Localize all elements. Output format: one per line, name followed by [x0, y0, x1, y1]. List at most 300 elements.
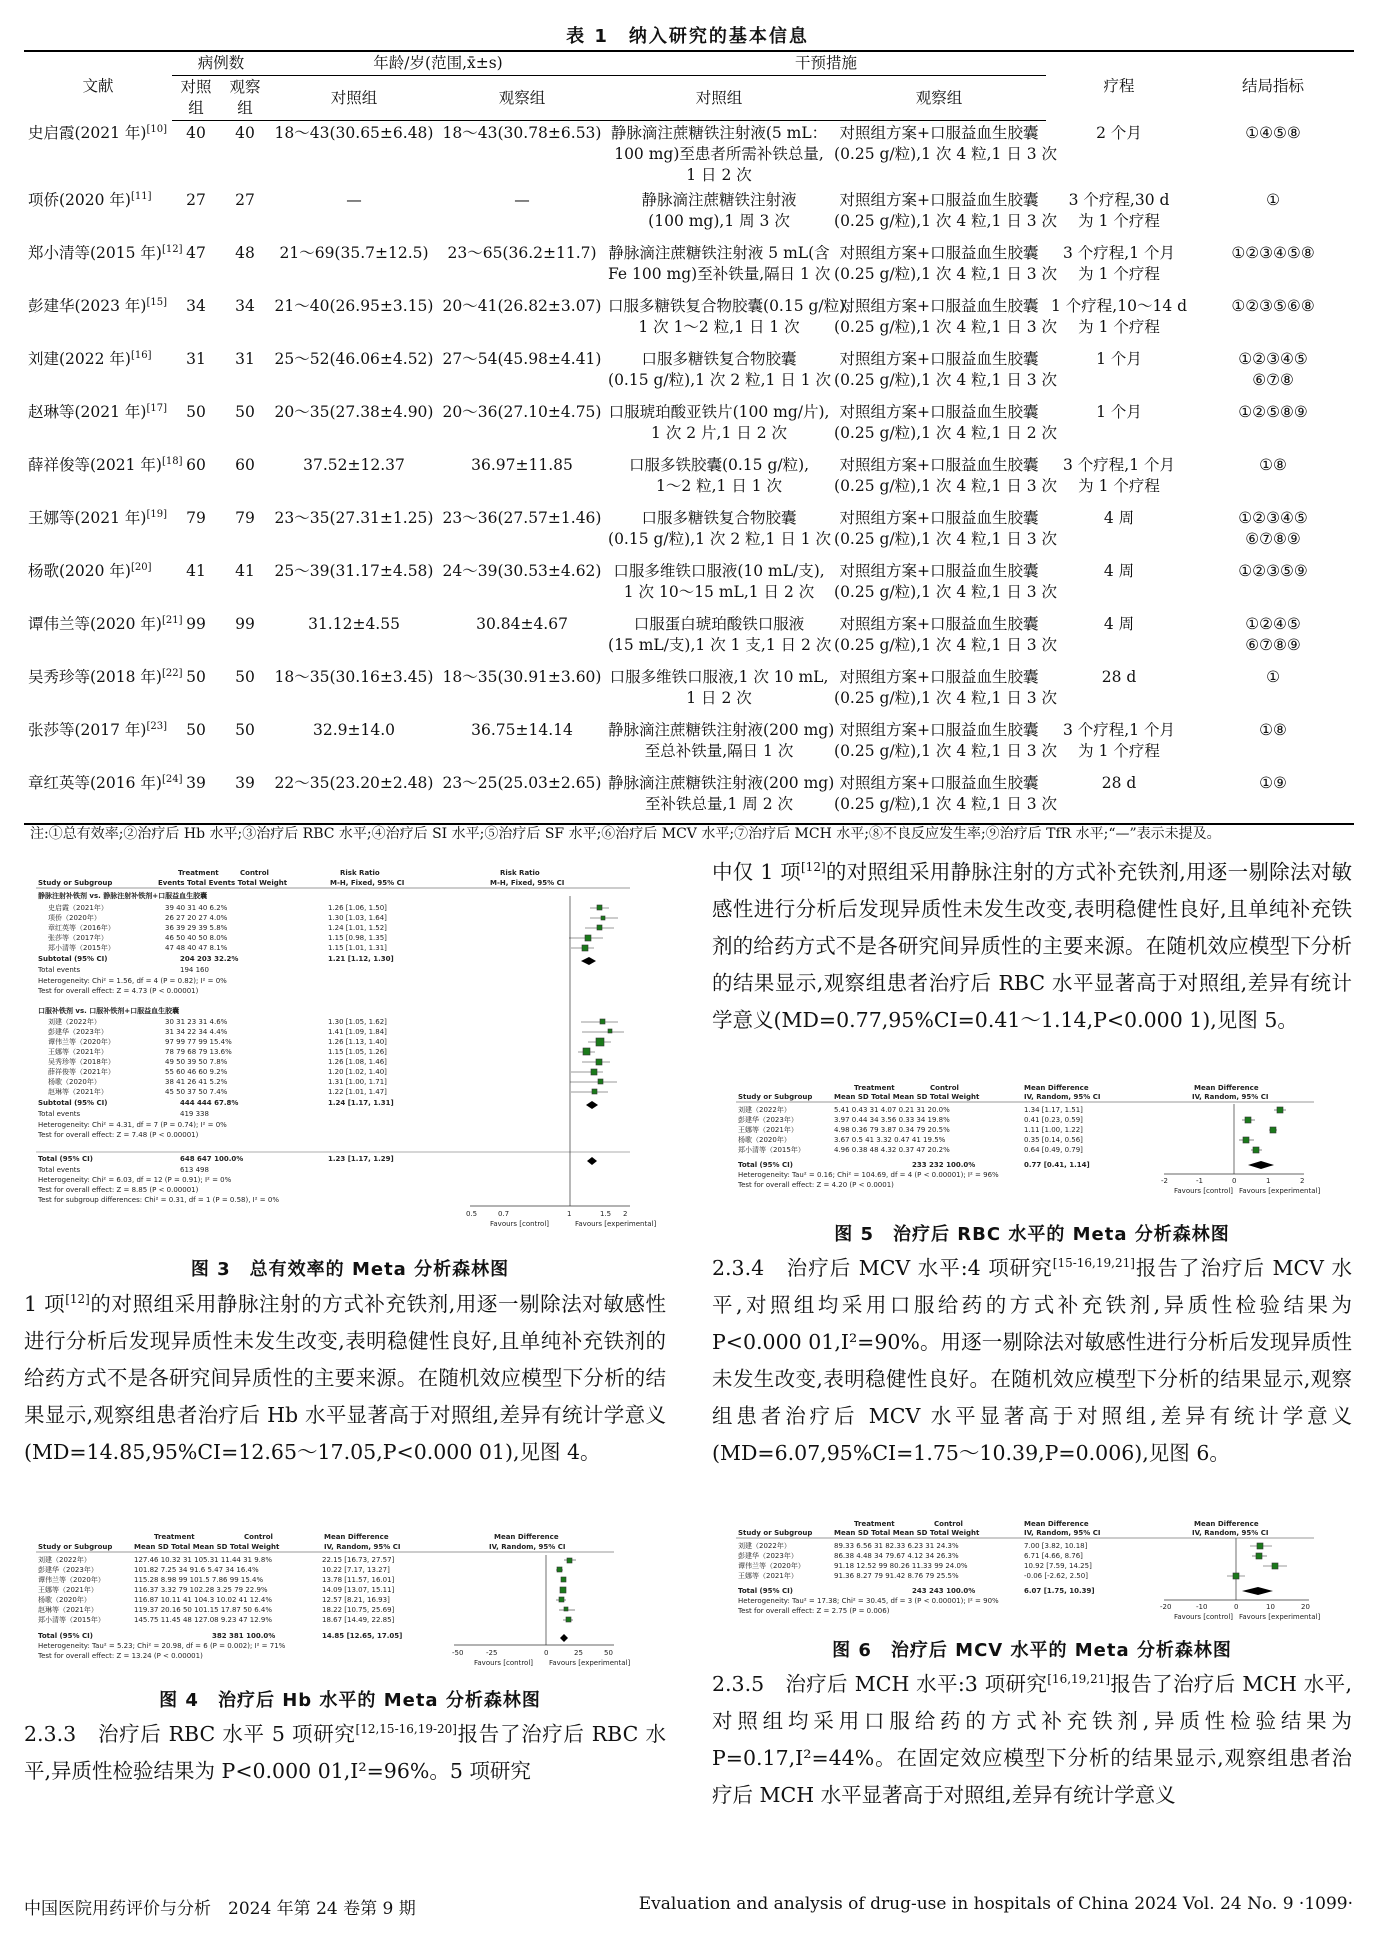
svg-text:刘建（2022年）: 刘建（2022年） — [738, 1106, 791, 1114]
svg-text:Mean Difference: Mean Difference — [494, 1533, 559, 1541]
outcome-cell: ①⑨ — [1192, 771, 1354, 824]
svg-text:Total (95% CI): Total (95% CI) — [38, 1155, 93, 1163]
obs-intervention-cell: 对照组方案+口服益血生胶囊 (0.25 g/粒),1 次 4 粒,1 日 3 次 — [834, 668, 1058, 707]
outcome-cell: ①②③④⑤⑧ — [1231, 244, 1315, 262]
svg-text:20: 20 — [1301, 1603, 1310, 1611]
study-cell: 彭建华(2023 年)[15] — [28, 296, 167, 315]
obs-n-cell: 27 — [235, 191, 255, 209]
svg-text:4.98 0.36 79 3.87 0.34: 4.98 0.36 79 3.87 0.34 79 20.5% — [834, 1126, 950, 1134]
course-cell: 28 d — [1101, 668, 1137, 686]
obs-age-cell: 18～43(30.78±6.53) — [442, 124, 602, 142]
svg-text:王娜等（2021年）: 王娜等（2021年） — [38, 1586, 98, 1594]
outcome-cell: ①⑧ — [1259, 456, 1287, 474]
svg-text:-2: -2 — [1161, 1177, 1168, 1185]
right-paragraph-3: 2.3.5 治疗后 MCH 水平:3 项研究[16,19,21]报告了治疗后 MCH 水平,对照组均采用口服给药的方式补充铁剂,异质性检验结果为 P=0.17,I²=44%。在固定效应模型下分析的结果显示,观察组患者治疗后 MCH 水平显著高于对照组,差异有统计学意义 — [712, 1672, 1352, 1807]
svg-text:IV, Random, 95% CI: IV, Random, 95% CI — [1192, 1093, 1269, 1101]
svg-text:刘建（2022年）: 刘建（2022年） — [48, 1018, 101, 1026]
svg-text:30 31 23 31 4.6%: 30 31 23 31 4.6% — [165, 1018, 228, 1026]
table-row — [24, 241, 1354, 294]
svg-text:Risk Ratio: Risk Ratio — [500, 869, 540, 877]
course-cell: 4 周 — [1103, 509, 1135, 527]
svg-text:12.57 [8.21, 16.93]: 12.57 [8.21, 16.93] — [322, 1596, 390, 1604]
table-row — [24, 506, 1354, 559]
outcome-cell: ① — [1266, 668, 1280, 686]
svg-text:Control: Control — [930, 1084, 959, 1092]
obs-intervention-cell: 对照组方案+口服益血生胶囊 (0.25 g/粒),1 次 4 粒,1 日 3 次 — [834, 509, 1058, 548]
outcome-cell: ①④⑤⑧ — [1245, 123, 1301, 142]
svg-text:Study or Subgroup: Study or Subgroup — [738, 1093, 813, 1101]
svg-text:50: 50 — [604, 1649, 613, 1657]
svg-text:-1: -1 — [1196, 1177, 1203, 1185]
svg-text:杨歌（2020年）: 杨歌（2020年） — [738, 1136, 791, 1144]
svg-text:243 243 100.0%: 243 243 100.0% — [912, 1587, 976, 1595]
table-row — [24, 188, 1354, 241]
obs-intervention-cell: 对照组方案+口服益血生胶囊 (0.25 g/粒),1 次 4 粒,1 日 3 次 — [834, 615, 1058, 654]
outcome-cell: ①②④⑤ ⑥⑦⑧⑨ — [1245, 615, 1301, 654]
svg-text:Favours [control]: Favours [control] — [1174, 1613, 1234, 1621]
svg-text:86.38 4.48 34 79.67 4.12: 86.38 4.48 34 79.67 4.12 34 26.3% — [834, 1552, 959, 1560]
header-control: 对照组 — [172, 76, 220, 121]
svg-text:648 647 100.0%: 648 647 100.0% — [180, 1155, 244, 1163]
header-study: 文献 — [24, 51, 172, 121]
svg-text:M-H, Fixed, 95% CI: M-H, Fixed, 95% CI — [490, 879, 565, 887]
control-n-cell: 39 — [172, 771, 220, 824]
course-cell: 3 个疗程,1 个月 为 1 个疗程 — [1063, 244, 1176, 283]
svg-text:谭伟兰等（2020年）: 谭伟兰等（2020年） — [738, 1562, 805, 1570]
svg-text:静脉注射补铁剂 vs. 静脉注射补铁剂+口服益血生胶囊: 静脉注射补铁剂 vs. 静脉注射补铁剂+口服益血生胶囊 — [38, 892, 208, 900]
obs-intervention-cell: 对照组方案+口服益血生胶囊 (0.25 g/粒),1 次 4 粒,1 日 3 次 — [834, 456, 1058, 495]
svg-text:1.34 [1.17, 1.51]: 1.34 [1.17, 1.51] — [1024, 1106, 1083, 1114]
svg-text:Test for overall effect: Z = 7: Test for overall effect: Z = 7.48 (P < 0.00001) — [38, 1131, 199, 1139]
control-n-cell: 50 — [186, 403, 206, 421]
svg-text:3.67 0.5 41 3.32 0.47: 3.67 0.5 41 3.32 0.47 41 19.5% — [834, 1136, 946, 1144]
table-row — [24, 665, 1354, 718]
svg-text:Heterogeneity: Tau² = 17.38; C: Heterogeneity: Tau² = 17.38; Chi² = 30.45, df = 3 (P < 0.00001); I² = 90% — [738, 1597, 999, 1605]
svg-text:49 50 39 50 7.8%: 49 50 39 50 7.8% — [165, 1058, 228, 1066]
svg-text:14.09 [13.07, 15.11]: 14.09 [13.07, 15.11] — [322, 1586, 395, 1594]
control-intervention-cell: 口服多糖铁复合物胶囊 (0.15 g/粒),1 次 2 粒,1 日 1 次 — [608, 509, 832, 548]
svg-text:Test for overall effect: Z = 2: Test for overall effect: Z = 2.75 (P = 0.006) — [738, 1607, 890, 1615]
course-cell: 1 个月 — [1096, 403, 1142, 421]
study-cell: 谭伟兰等(2020 年)[21] — [28, 614, 183, 633]
study-cell: 郑小清等(2015 年)[12] — [28, 243, 183, 262]
svg-text:2: 2 — [623, 1210, 628, 1218]
control-age-cell: 25～52(46.06±4.52) — [274, 350, 434, 368]
svg-text:4.96 0.38 48 4.32 0.37: 4.96 0.38 48 4.32 0.37 47 20.2% — [834, 1146, 950, 1154]
svg-text:6.07 [1.75, 10.39]: 6.07 [1.75, 10.39] — [1024, 1587, 1095, 1595]
obs-age-cell: 20～41(26.82±3.07) — [442, 297, 602, 315]
svg-text:1.26 [1.08, 1.46]: 1.26 [1.08, 1.46] — [328, 1058, 387, 1066]
study-cell: 薛祥俊等(2021 年)[18] — [28, 455, 183, 474]
table-note: 注:①总有效率;②治疗后 Hb 水平;③治疗后 RBC 水平;④治疗后 SI 水平;⑤治疗后 SF 水平;⑥治疗后 MCV 水平;⑦治疗后 MCH 水平;⑧不良反应发生率;⑨治疗后 TfR 水平;“—”表示未提及。 — [30, 826, 1221, 842]
svg-text:119.37 20.16 50 101.15 17.87: 119.37 20.16 50 101.15 17.87 50 6.4% — [134, 1606, 273, 1614]
svg-text:Mean Difference: Mean Difference — [1024, 1520, 1089, 1528]
svg-text:Test for overall effect: Z = 4: Test for overall effect: Z = 4.20 (P < 0.0001) — [738, 1181, 894, 1189]
control-age-cell: 25～39(31.17±4.58) — [274, 562, 434, 580]
obs-age-cell: 36.97±11.85 — [471, 456, 573, 474]
obs-intervention-cell: 对照组方案+口服益血生胶囊 (0.25 g/粒),1 次 4 粒,1 日 2 次 — [834, 403, 1058, 442]
obs-n-cell: 48 — [235, 244, 255, 262]
svg-text:IV, Random, 95% CI: IV, Random, 95% CI — [489, 1543, 566, 1551]
svg-text:-20: -20 — [1160, 1603, 1172, 1611]
svg-text:Heterogeneity: Tau² = 0.16; Ch: Heterogeneity: Tau² = 0.16; Chi² = 104.69, df = 4 (P < 0.00001); I² = 96% — [738, 1171, 999, 1179]
svg-text:史启霞（2021年）: 史启霞（2021年） — [48, 904, 108, 912]
control-n-cell: 27 — [186, 191, 206, 209]
obs-intervention-cell: 对照组方案+口服益血生胶囊 (0.25 g/粒),1 次 4 粒,1 日 3 次 — [832, 771, 1046, 824]
study-cell: 刘建(2022 年)[16] — [28, 349, 152, 368]
svg-text:18.67 [14.49, 22.85]: 18.67 [14.49, 22.85] — [322, 1616, 395, 1624]
study-cell: 章红英等(2016 年)[24] — [24, 771, 172, 824]
outcome-cell: ①②③⑤⑥⑧ — [1231, 297, 1315, 315]
svg-text:Treatment: Treatment — [178, 869, 219, 877]
course-cell: 1 个疗程,10～14 d 为 1 个疗程 — [1051, 297, 1188, 336]
svg-text:郑小清等（2015年）: 郑小清等（2015年） — [48, 944, 115, 952]
outcome-cell: ①②③④⑤ ⑥⑦⑧⑨ — [1238, 509, 1308, 548]
svg-text:10.92 [7.59, 14.25]: 10.92 [7.59, 14.25] — [1024, 1562, 1092, 1570]
control-intervention-cell: 口服琥珀酸亚铁片(100 mg/片), 1 次 2 片,1 日 2 次 — [608, 403, 830, 442]
svg-text:Total events: Total events — [38, 1166, 81, 1174]
control-n-cell: 31 — [186, 350, 206, 368]
control-intervention-cell: 口服多维铁口服液(10 mL/支), 1 次 10～15 mL,1 日 2 次 — [613, 562, 825, 601]
svg-text:-50: -50 — [452, 1649, 464, 1657]
outcome-cell: ①②⑤⑧⑨ — [1238, 403, 1308, 421]
control-intervention-cell: 口服多糖铁复合物胶囊(0.15 g/粒), 1 次 1～2 粒,1 日 1 次 — [608, 297, 851, 336]
obs-n-cell: 50 — [235, 721, 255, 739]
svg-text:1.21 [1.12, 1.30]: 1.21 [1.12, 1.30] — [328, 955, 394, 963]
control-age-cell: 32.9±14.0 — [313, 721, 396, 739]
svg-text:2: 2 — [1300, 1177, 1305, 1185]
svg-text:115.28 8.98 99 101.5 7.86: 115.28 8.98 99 101.5 7.86 99 15.4% — [134, 1576, 264, 1584]
obs-age-cell: 36.75±14.14 — [471, 721, 573, 739]
forest-plot-fig4 — [34, 1530, 664, 1680]
right-paragraph-2: 2.3.4 治疗后 MCV 水平:4 项研究[15-16,19,21]报告了治疗后 MCV 水平,对照组均采用口服给药的方式补充铁剂,异质性检验结果为 P<0.000 01,I²=90%。用逐一剔除法对敏感性进行分析后发现异质性未发生改变,表明稳健性良好。在随机效应模型下分析的结果显示,观察组患者治疗后 MCV 水平显著高于对照组,差异有统计学意义(MD=6.07,95%CI=1.75～10.39,P=0.006),见图 6。 — [712, 1256, 1353, 1465]
svg-text:1.30 [1.03, 1.64]: 1.30 [1.03, 1.64] — [328, 914, 387, 922]
left-paragraph-2: 2.3.3 治疗后 RBC 水平 5 项研究[12,15-16,19-20]报告了治疗后 RBC 水平,异质性检验结果为 P<0.000 01,I²=96%。5 项研究 — [24, 1722, 666, 1783]
svg-text:项侨（2020年）: 项侨（2020年） — [48, 914, 101, 922]
header-course: 疗程 — [1046, 51, 1192, 121]
figure5-caption: 图 5 治疗后 RBC 水平的 Meta 分析森林图 — [834, 1224, 1230, 1245]
svg-text:7.00 [3.82, 10.18]: 7.00 [3.82, 10.18] — [1024, 1542, 1088, 1550]
svg-text:1.31 [1.00, 1.71]: 1.31 [1.00, 1.71] — [328, 1078, 387, 1086]
svg-text:444 444 67.8%: 444 444 67.8% — [180, 1099, 239, 1107]
svg-text:IV, Random, 95% CI: IV, Random, 95% CI — [1024, 1093, 1101, 1101]
svg-text:口服补铁剂 vs. 口服补铁剂+口服益血生胶囊: 口服补铁剂 vs. 口服补铁剂+口服益血生胶囊 — [38, 1007, 180, 1015]
svg-text:419 338: 419 338 — [180, 1110, 209, 1118]
control-n-cell: 99 — [186, 615, 206, 633]
table-row — [24, 771, 1354, 824]
svg-text:IV, Random, 95% CI: IV, Random, 95% CI — [324, 1543, 401, 1551]
control-age-cell: 18～35(30.16±3.45) — [274, 668, 434, 686]
svg-text:-25: -25 — [486, 1649, 498, 1657]
obs-n-cell: 50 — [235, 668, 255, 686]
svg-text:116.37 3.32 79 102.28 3.25: 116.37 3.32 79 102.28 3.25 79 22.9% — [134, 1586, 268, 1594]
obs-intervention-cell: 对照组方案+口服益血生胶囊 (0.25 g/粒),1 次 4 粒,1 日 3 次 — [834, 244, 1058, 283]
svg-text:5.41 0.43 31 4.07 0.21: 5.41 0.43 31 4.07 0.21 31 20.0% — [834, 1106, 950, 1114]
obs-age-cell: 23～65(36.2±11.7) — [447, 244, 597, 262]
outcome-cell: ① — [1266, 191, 1280, 209]
control-intervention-cell: 静脉滴注蔗糖铁注射液(5 mL： 100 mg)至患者所需补铁总量, 1 日 2 次 — [610, 124, 828, 184]
svg-text:10: 10 — [1266, 1603, 1275, 1611]
svg-text:Study or Subgroup: Study or Subgroup — [38, 1543, 113, 1551]
control-intervention-cell: 静脉滴注蔗糖铁注射液(200 mg) 至补铁总量,1 周 2 次 — [606, 771, 832, 824]
svg-text:36 39 29 39 5.8%: 36 39 29 39 5.8% — [165, 924, 228, 932]
svg-text:127.46 10.32 31 105.31 11.44: 127.46 10.32 31 105.31 11.44 31 9.8% — [134, 1556, 273, 1564]
header-intervention: 干预措施 — [606, 51, 1046, 76]
svg-text:18.22 [10.75, 25.69]: 18.22 [10.75, 25.69] — [322, 1606, 395, 1614]
obs-n-cell: 60 — [235, 456, 255, 474]
svg-text:Heterogeneity: Tau² = 5.23; Ch: Heterogeneity: Tau² = 5.23; Chi² = 20.98, df = 6 (P = 0.002); I² = 71% — [38, 1642, 286, 1650]
svg-text:97 99 77 99 15.4%: 97 99 77 99 15.4% — [165, 1038, 232, 1046]
control-age-cell: 21～69(35.7±12.5) — [279, 244, 429, 262]
control-age-cell: 18～43(30.65±6.48) — [274, 124, 434, 142]
obs-intervention-cell: 对照组方案+口服益血生胶囊 (0.25 g/粒),1 次 4 粒,1 日 3 次 — [834, 562, 1058, 601]
control-intervention-cell: 口服多维铁口服液,1 次 10 mL, 1 日 2 次 — [609, 668, 829, 707]
header-obs: 观察组 — [220, 76, 270, 121]
forest-plot-fig5 — [734, 1082, 1334, 1212]
control-n-cell: 34 — [186, 297, 206, 315]
obs-n-cell: 31 — [235, 350, 255, 368]
course-cell: 2 个月 — [1096, 123, 1142, 142]
control-age-cell: 23～35(27.31±1.25) — [274, 509, 434, 527]
header-obs: 观察组 — [438, 76, 606, 121]
obs-age-cell: 20～36(27.10±4.75) — [442, 403, 602, 421]
svg-text:1.26 [1.13, 1.40]: 1.26 [1.13, 1.40] — [328, 1038, 387, 1046]
svg-text:31 34 22 34 4.4%: 31 34 22 34 4.4% — [165, 1028, 228, 1036]
svg-text:薛祥俊等（2021年）: 薛祥俊等（2021年） — [48, 1068, 115, 1076]
svg-text:1.15 [1.01, 1.31]: 1.15 [1.01, 1.31] — [328, 944, 387, 952]
svg-text:Total (95% CI): Total (95% CI) — [738, 1587, 793, 1595]
obs-n-cell: 40 — [235, 124, 255, 142]
control-intervention-cell: 口服多铁胶囊(0.15 g/粒), 1～2 粒,1 日 1 次 — [628, 456, 810, 495]
study-cell: 王娜等(2021 年)[19] — [28, 508, 167, 527]
svg-text:Mean SD Total Mean SD T: Mean SD Total Mean SD Total Weight — [834, 1093, 980, 1101]
svg-text:38 41 26 41 5.2%: 38 41 26 41 5.2% — [165, 1078, 228, 1086]
study-cell: 史启霞(2021 年)[10] — [28, 123, 167, 142]
svg-text:13.78 [11.57, 16.01]: 13.78 [11.57, 16.01] — [322, 1576, 395, 1584]
course-cell: 1 个月 — [1096, 350, 1142, 368]
table-row — [24, 718, 1354, 771]
table-row — [24, 294, 1354, 347]
svg-text:Treatment: Treatment — [854, 1520, 895, 1528]
course-cell: 4 周 — [1103, 615, 1135, 633]
footer-journal-en: Evaluation and analysis of drug-use in hospitals of China 2024 Vol. 24 No. 9 ·1099· — [638, 1894, 1353, 1914]
header-control: 对照组 — [606, 76, 832, 121]
svg-text:Total events: Total events — [38, 966, 81, 974]
header-cases: 病例数 — [172, 51, 270, 76]
svg-text:22.15 [16.73, 27.57]: 22.15 [16.73, 27.57] — [322, 1556, 395, 1564]
svg-text:彭建华（2023年）: 彭建华（2023年） — [738, 1552, 798, 1560]
control-intervention-cell: 口服蛋白琥珀酸铁口服液 (15 mL/支),1 次 1 支,1 日 2 次 — [608, 615, 832, 654]
obs-age-cell: 23～36(27.57±1.46) — [442, 509, 602, 527]
right-paragraph-1: 中仅 1 项[12]的对照组采用静脉注射的方式补充铁剂,用逐一剔除法对敏感性进行分析后发现异质性未发生改变,表明稳健性良好,且单纯补充铁剂的给药方式不是各研究间异质性的主要来源。在随机效应模型下分析的结果显示,观察组患者治疗后 RBC 水平显著高于对照组,差异有统计学意义(MD=0.77,95%CI=0.41～1.14,P<0.000 1),见图 5。 — [712, 860, 1353, 1032]
header-age: 年龄/岁(范围,x̄±s) — [270, 51, 606, 76]
svg-text:0.5: 0.5 — [466, 1210, 478, 1218]
svg-text:3.97 0.44 34 3.56 0.33: 3.97 0.44 34 3.56 0.33 34 19.8% — [834, 1116, 950, 1124]
control-n-cell: 41 — [186, 562, 206, 580]
course-cell: 3 个疗程,1 个月 为 1 个疗程 — [1063, 456, 1176, 495]
obs-age-cell: 27～54(45.98±4.41) — [442, 350, 602, 368]
svg-text:0.64 [0.49, 0.79]: 0.64 [0.49, 0.79] — [1024, 1146, 1083, 1154]
svg-text:0.35 [0.14, 0.56]: 0.35 [0.14, 0.56] — [1024, 1136, 1083, 1144]
outcome-cell: ①②③④⑤ ⑥⑦⑧ — [1238, 350, 1308, 389]
svg-text:刘建（2022年）: 刘建（2022年） — [738, 1542, 791, 1550]
svg-text:6.71 [4.66, 8.76]: 6.71 [4.66, 8.76] — [1024, 1552, 1083, 1560]
svg-text:-0.06 [-2.62, 2.50]: -0.06 [-2.62, 2.50] — [1024, 1572, 1088, 1580]
svg-text:彭建华（2023年）: 彭建华（2023年） — [738, 1116, 798, 1124]
svg-text:1.11 [1.00, 1.22]: 1.11 [1.00, 1.22] — [1024, 1126, 1083, 1134]
study-cell: 吴秀珍等(2018 年)[22] — [28, 667, 183, 686]
table-caption: 表 1 纳入研究的基本信息 — [566, 26, 809, 47]
svg-text:Control: Control — [934, 1520, 963, 1528]
obs-intervention-cell: 对照组方案+口服益血生胶囊 (0.25 g/粒),1 次 4 粒,1 日 3 次 — [834, 124, 1058, 163]
svg-text:Favours [control]: Favours [control] — [474, 1659, 534, 1667]
svg-text:382 381 100.0%: 382 381 100.0% — [212, 1632, 276, 1640]
svg-text:Control: Control — [240, 869, 269, 877]
study-cell: 杨歌(2020 年)[20] — [28, 561, 152, 580]
svg-text:1.5: 1.5 — [600, 1210, 612, 1218]
svg-text:0: 0 — [544, 1649, 549, 1657]
control-age-cell: — — [346, 191, 362, 209]
svg-text:46 50 40 50 8.0%: 46 50 40 50 8.0% — [165, 934, 228, 942]
forest-plot-fig3 — [30, 866, 680, 1246]
svg-text:彭建华（2023年）: 彭建华（2023年） — [38, 1566, 98, 1574]
figure3-caption: 图 3 总有效率的 Meta 分析森林图 — [190, 1259, 510, 1280]
svg-text:Test for overall effect: Z = 4: Test for overall effect: Z = 4.73 (P < 0.00001) — [38, 987, 199, 995]
svg-text:-10: -10 — [1196, 1603, 1208, 1611]
svg-text:Mean Difference: Mean Difference — [1024, 1084, 1089, 1092]
svg-text:1.15 [0.98, 1.35]: 1.15 [0.98, 1.35] — [328, 934, 387, 942]
svg-text:Favours [experimental]: Favours [experimental] — [1239, 1613, 1321, 1621]
svg-text:1: 1 — [1266, 1177, 1271, 1185]
svg-text:89.33 6.56 31 82.33 6.23: 89.33 6.56 31 82.33 6.23 31 24.3% — [834, 1542, 959, 1550]
control-age-cell: 20～35(27.38±4.90) — [274, 403, 434, 421]
svg-text:Favours [experimental]: Favours [experimental] — [575, 1220, 657, 1228]
svg-text:39 40 31 40 6.2%: 39 40 31 40 6.2% — [165, 904, 228, 912]
obs-intervention-cell: 对照组方案+口服益血生胶囊 (0.25 g/粒),1 次 4 粒,1 日 3 次 — [834, 191, 1058, 230]
svg-text:91.18 12.52 99 80.26 11.33: 91.18 12.52 99 80.26 11.33 99 24.0% — [834, 1562, 968, 1570]
svg-text:Test for overall effect: Z = 8: Test for overall effect: Z = 8.85 (P < 0.00001) — [38, 1186, 199, 1194]
table-row — [24, 559, 1354, 612]
control-n-cell: 47 — [186, 244, 206, 262]
svg-text:Subtotal (95% CI): Subtotal (95% CI) — [38, 1099, 108, 1107]
svg-text:谭伟兰等（2020年）: 谭伟兰等（2020年） — [38, 1576, 105, 1584]
course-cell: 28 d — [1046, 771, 1192, 824]
svg-text:1.23 [1.17, 1.29]: 1.23 [1.17, 1.29] — [328, 1155, 394, 1163]
obs-n-cell: 41 — [235, 562, 255, 580]
svg-text:1.41 [1.09, 1.84]: 1.41 [1.09, 1.84] — [328, 1028, 387, 1036]
obs-n-cell: 39 — [220, 771, 270, 824]
svg-text:Risk Ratio: Risk Ratio — [340, 869, 380, 877]
svg-text:78 79 68 79 13.6%: 78 79 68 79 13.6% — [165, 1048, 232, 1056]
obs-n-cell: 79 — [235, 509, 255, 527]
svg-text:204 203 32.2%: 204 203 32.2% — [180, 955, 239, 963]
header-control: 对照组 — [270, 76, 438, 121]
table-row — [24, 612, 1354, 665]
svg-text:55 60 46 60 9.2%: 55 60 46 60 9.2% — [165, 1068, 228, 1076]
svg-text:145.75 11.45 48 127.08 9.23: 145.75 11.45 48 127.08 9.23 47 12.9% — [134, 1616, 273, 1624]
obs-intervention-cell: 对照组方案+口服益血生胶囊 (0.25 g/粒),1 次 4 粒,1 日 3 次 — [834, 350, 1058, 389]
svg-text:Study or Subgroup: Study or Subgroup — [738, 1529, 813, 1537]
svg-text:杨歌（2020年）: 杨歌（2020年） — [48, 1078, 101, 1086]
control-intervention-cell: 静脉滴注蔗糖铁注射液 (100 mg),1 周 3 次 — [641, 191, 797, 230]
svg-text:14.85 [12.65, 17.05]: 14.85 [12.65, 17.05] — [322, 1632, 403, 1640]
forest-plot-fig6 — [734, 1518, 1334, 1630]
svg-text:Control: Control — [244, 1533, 273, 1541]
svg-text:Favours [experimental]: Favours [experimental] — [549, 1659, 631, 1667]
svg-text:1.15 [1.05, 1.26]: 1.15 [1.05, 1.26] — [328, 1048, 387, 1056]
figure6-caption: 图 6 治疗后 MCV 水平的 Meta 分析森林图 — [832, 1640, 1232, 1661]
svg-text:IV, Random, 95% CI: IV, Random, 95% CI — [1192, 1529, 1269, 1537]
svg-text:Subtotal (95% CI): Subtotal (95% CI) — [38, 955, 108, 963]
control-n-cell: 79 — [186, 509, 206, 527]
svg-text:Mean Difference: Mean Difference — [1194, 1520, 1259, 1528]
svg-text:Heterogeneity: Chi² = 4.31, df: Heterogeneity: Chi² = 4.31, df = 7 (P = 0.74); I² = 0% — [38, 1121, 227, 1129]
svg-text:吴秀珍等（2018年）: 吴秀珍等（2018年） — [48, 1058, 115, 1066]
table-row — [24, 347, 1354, 400]
svg-text:91.36 8.27 79 91.42 8.76: 91.36 8.27 79 91.42 8.76 79 25.5% — [834, 1572, 959, 1580]
svg-text:章红英等（2016年）: 章红英等（2016年） — [48, 924, 115, 932]
control-intervention-cell: 静脉滴注蔗糖铁注射液 5 mL(含 Fe 100 mg)至补铁量,隔日 1 次 — [608, 244, 831, 283]
figure4-caption: 图 4 治疗后 Hb 水平的 Meta 分析森林图 — [159, 1690, 541, 1711]
svg-text:Mean Difference: Mean Difference — [1194, 1084, 1259, 1092]
svg-text:Favours [control]: Favours [control] — [490, 1220, 550, 1228]
control-intervention-cell: 口服多糖铁复合物胶囊 (0.15 g/粒),1 次 2 粒,1 日 1 次 — [608, 350, 832, 389]
outcome-cell: ①⑧ — [1259, 721, 1287, 739]
obs-age-cell: 18～35(30.91±3.60) — [442, 668, 602, 686]
control-n-cell: 50 — [186, 721, 206, 739]
svg-text:彭建华（2023年）: 彭建华（2023年） — [48, 1028, 108, 1036]
svg-text:赵琳等（2021年）: 赵琳等（2021年） — [48, 1088, 108, 1096]
outcome-cell: ①②③⑤⑨ — [1238, 562, 1308, 580]
svg-text:杨歌（2020年）: 杨歌（2020年） — [38, 1596, 91, 1604]
svg-text:Mean SD Total Mean SD T: Mean SD Total Mean SD Total Weight — [834, 1529, 980, 1537]
svg-text:M-H, Fixed, 95% CI: M-H, Fixed, 95% CI — [330, 879, 405, 887]
control-age-cell: 22～35(23.20±2.48) — [270, 771, 438, 824]
svg-text:116.87 10.11 41 104.3 10.02: 116.87 10.11 41 104.3 10.02 41 12.4% — [134, 1596, 273, 1604]
svg-text:王娜等（2021年）: 王娜等（2021年） — [738, 1572, 798, 1580]
svg-text:IV, Random, 95% CI: IV, Random, 95% CI — [1024, 1529, 1101, 1537]
control-age-cell: 37.52±12.37 — [303, 456, 405, 474]
left-paragraph-1: 1 项[12]的对照组采用静脉注射的方式补充铁剂,用逐一剔除法对敏感性进行分析后发现异质性未发生改变,表明稳健性良好,且单纯补充铁剂的给药方式不是各研究间异质性的主要来源。在随机效应模型下分析的结果显示,观察组患者治疗后 Hb 水平显著高于对照组,差异有统计学意义(MD=14.85,95%CI=12.65～17.05,P<0.000 01),见图 4。 — [24, 1292, 667, 1464]
course-cell: 3 个疗程,30 d 为 1 个疗程 — [1068, 191, 1170, 230]
study-cell: 赵琳等(2021 年)[17] — [28, 402, 167, 421]
svg-text:1.24 [1.01, 1.52]: 1.24 [1.01, 1.52] — [328, 924, 387, 932]
svg-text:张莎等（2017年）: 张莎等（2017年） — [48, 934, 108, 942]
svg-text:谭伟兰等（2020年）: 谭伟兰等（2020年） — [48, 1038, 115, 1046]
svg-text:郑小清等（2015年）: 郑小清等（2015年） — [738, 1146, 805, 1154]
header-outcome: 结局指标 — [1192, 51, 1354, 121]
obs-age-cell: 23～25(25.03±2.65) — [438, 771, 606, 824]
svg-text:Test for overall effect: Z = 1: Test for overall effect: Z = 13.24 (P < 0.00001) — [38, 1652, 203, 1660]
obs-n-cell: 34 — [235, 297, 255, 315]
obs-age-cell: — — [514, 191, 530, 209]
study-cell: 张莎等(2017 年)[23] — [28, 720, 167, 739]
svg-text:Mean Difference: Mean Difference — [324, 1533, 389, 1541]
svg-text:233 232 100.0%: 233 232 100.0% — [912, 1161, 976, 1169]
obs-n-cell: 50 — [235, 403, 255, 421]
control-n-cell: 60 — [186, 456, 206, 474]
table-row — [24, 121, 1354, 189]
basic-info-table — [24, 50, 1354, 825]
header-obs: 观察组 — [832, 76, 1046, 121]
svg-text:0: 0 — [1232, 1177, 1237, 1185]
obs-age-cell: 30.84±4.67 — [476, 615, 568, 633]
svg-text:101.82 7.25 34 91.6 5.47: 101.82 7.25 34 91.6 5.47 34 16.4% — [134, 1566, 259, 1574]
obs-n-cell: 99 — [235, 615, 255, 633]
svg-text:Treatment: Treatment — [854, 1084, 895, 1092]
svg-text:1.30 [1.05, 1.62]: 1.30 [1.05, 1.62] — [328, 1018, 387, 1026]
svg-text:Test for subgroup differences:: Test for subgroup differences: Chi² = 0.31, df = 1 (P = 0.58), I² = 0% — [38, 1196, 279, 1204]
